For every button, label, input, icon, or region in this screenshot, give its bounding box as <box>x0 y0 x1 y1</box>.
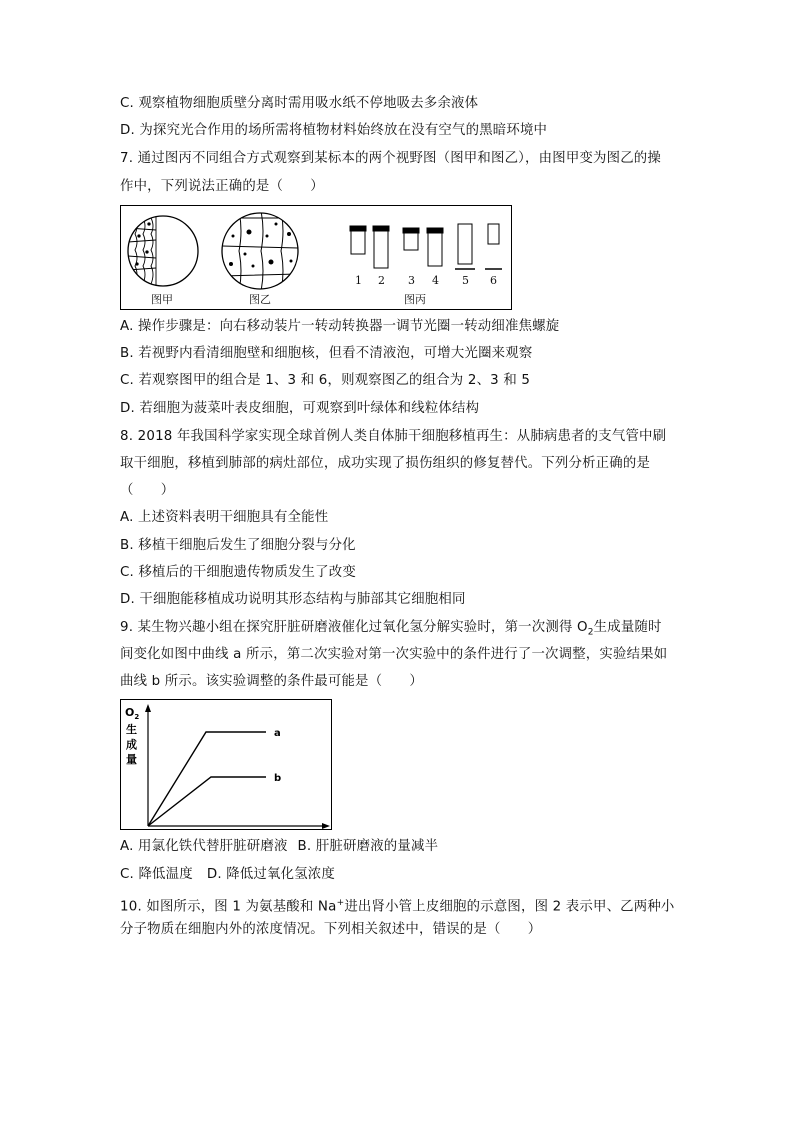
lens-set-bing <box>350 224 502 269</box>
q7-option-a: A. 操作步骤是：向右移动装片一转动转换器一调节光圈一转动细准焦螺旋 <box>120 319 560 334</box>
y-axis-arrow <box>145 704 151 712</box>
q10-stem-line2: 分子物质在细胞内外的浓度情况。下列相关叙述中，错误的是（ ） <box>120 922 542 937</box>
lens-number-3: 3 <box>408 274 415 287</box>
curve-b <box>148 777 266 826</box>
curve-a-label: a <box>274 728 281 739</box>
q10-stem-line1: 10. 如图所示，图 1 为氨基酸和 Na+进出肾小管上皮细胞的示意图，图 2 表示甲、乙两种小 <box>120 898 675 915</box>
q9-option-b: B. 肝脏研磨液的量减半 <box>297 839 439 854</box>
lens-number-6: 6 <box>490 274 497 287</box>
q8-stem-line3: （ ） <box>120 483 175 498</box>
figure-label-bing: 图丙 <box>404 293 426 306</box>
q7-figure-svg <box>121 206 513 311</box>
y-axis-label-char-2: 成 <box>126 738 137 751</box>
q6-option-d: D. 为探究光合作用的场所需将植物材料始终放在没有空气的黑暗环境中 <box>120 123 548 138</box>
lens-number-1: 1 <box>355 274 362 287</box>
q8-stem-line1: 8. 2018 年我国科学家实现全球首例人类自体肺干细胞移植再生：从肺病患者的支气管中刷 <box>120 429 667 444</box>
y-axis-label-char-1: 生 <box>126 723 137 736</box>
q9-stem-line2: 间变化如图中曲线 a 所示，第二次实验对第一次实验中的条件进行了一次调整，实验结果如 <box>120 647 668 662</box>
lens-number-2: 2 <box>378 274 385 287</box>
q9-options-cd <box>120 866 335 884</box>
q9-stem-line3: 曲线 b 所示。该实验调整的条件最可能是（ ） <box>120 674 424 689</box>
q8-option-a: A. 上述资料表明干细胞具有全能性 <box>120 510 329 525</box>
figure-label-jia: 图甲 <box>151 293 173 306</box>
q9-figure <box>120 699 332 830</box>
q8-stem-line2: 取干细胞，移植到肺部的病灶部位，成功实现了损伤组织的修复替代。下列分析正确的是 <box>120 456 651 471</box>
field-of-view-yi <box>222 211 298 291</box>
q9-option-d: D. 降低过氧化氢浓度 <box>206 867 335 882</box>
figure-label-yi: 图乙 <box>249 293 271 306</box>
lens-number-4: 4 <box>432 274 439 287</box>
y-axis-label-char-3: 量 <box>126 753 137 766</box>
q9-option-a: A. 用氯化铁代替肝脏研磨液 <box>120 839 288 854</box>
q8-option-d: D. 干细胞能移植成功说明其形态结构与肺部其它细胞相同 <box>120 592 466 607</box>
q6-option-c: C. 观察植物细胞质壁分离时需用吸水纸不停地吸去多余液体 <box>120 96 479 111</box>
q7-option-d: D. 若细胞为菠菜叶表皮细胞，可观察到叶绿体和线粒体结构 <box>120 401 480 416</box>
q7-option-b: B. 若视野内看清细胞壁和细胞核，但看不清液泡，可增大光圈来观察 <box>120 346 533 361</box>
x-axis-arrow <box>322 823 330 829</box>
q9-stem-line1: 9. 某生物兴趣小组在探究肝脏研磨液催化过氧化氢分解实验时，第一次测得 $O_2$生成量随时 <box>120 620 662 638</box>
q7-figure <box>120 205 512 310</box>
q7-stem-line1: 7. 通过图丙不同组合方式观察到某标本的两个视野图（图甲和图乙），由图甲变为图乙的操 <box>120 151 661 166</box>
curve-b-label: b <box>274 773 282 784</box>
q7-stem-line2: 作中，下列说法正确的是（ ） <box>120 179 324 194</box>
y-axis-label-o2: $O_2$ <box>125 706 140 721</box>
q8-option-b: B. 移植干细胞后发生了细胞分裂与分化 <box>120 538 356 553</box>
q9-option-c: C. 降低温度 <box>120 867 193 882</box>
field-of-view-jia <box>128 216 198 286</box>
q9-options-ab <box>120 838 438 856</box>
lens-number-5: 5 <box>462 274 469 287</box>
q8-option-c: C. 移植后的干细胞遗传物质发生了改变 <box>120 565 356 580</box>
q7-option-c: C. 若观察图甲的组合是 1、3 和 6，则观察图乙的组合为 2、3 和 5 <box>120 373 531 388</box>
q9-graph-svg <box>121 700 333 831</box>
